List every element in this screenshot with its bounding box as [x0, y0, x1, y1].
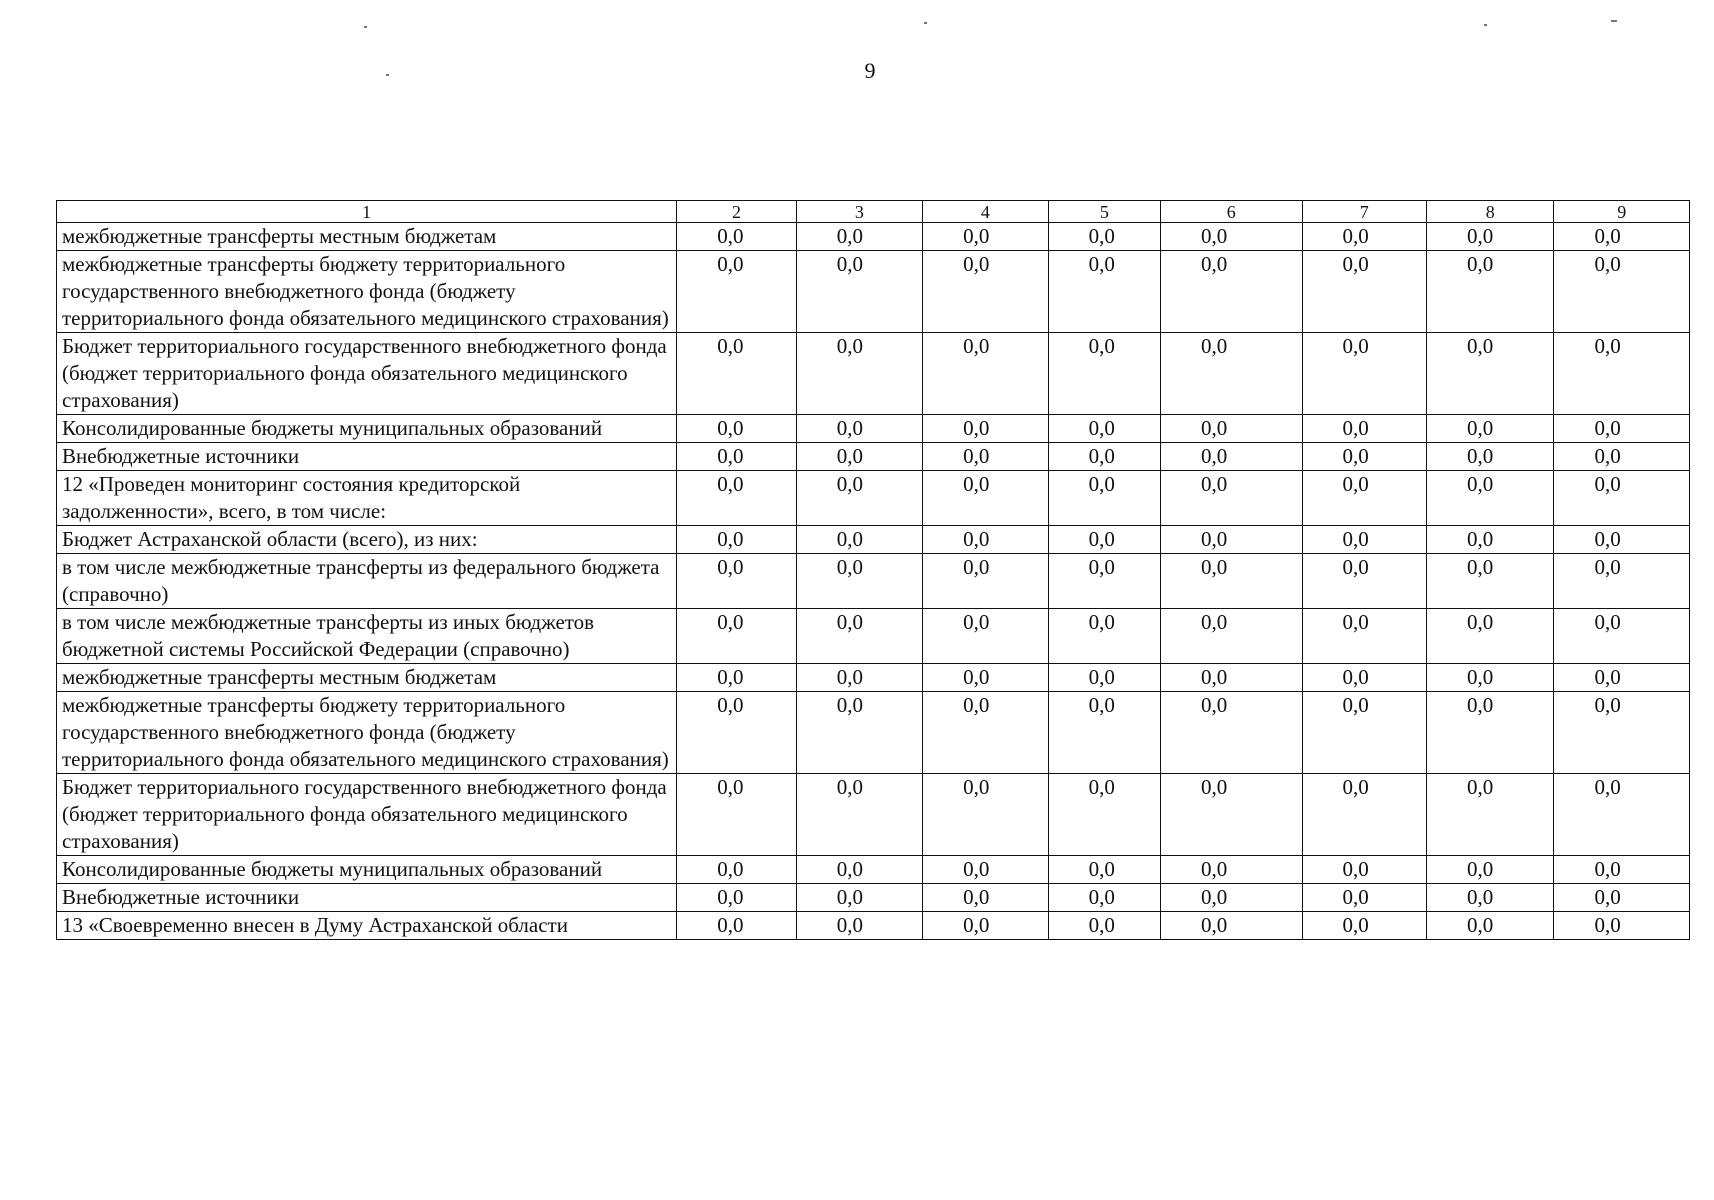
- value-cell: 0,0: [1161, 223, 1303, 251]
- value-cell: 0,0: [1426, 856, 1553, 884]
- value-cell: 0,0: [796, 471, 922, 526]
- value-cell: 0,0: [796, 443, 922, 471]
- row-label: в том числе межбюджетные трансферты из федерального бюджета (справочно): [57, 554, 677, 609]
- value-cell: 0,0: [1161, 609, 1303, 664]
- column-header: 4: [923, 201, 1048, 223]
- value-cell: 0,0: [1161, 912, 1303, 940]
- table-row: [57, 664, 1690, 692]
- value-cell: 0,0: [1048, 251, 1160, 333]
- value-cell: 0,0: [1426, 664, 1553, 692]
- value-cell: 0,0: [1426, 223, 1553, 251]
- value-cell: 0,0: [1554, 443, 1690, 471]
- table-row: [57, 471, 1690, 526]
- value-cell: 0,0: [677, 692, 796, 774]
- value-cell: 0,0: [1554, 912, 1690, 940]
- table-row: [57, 526, 1690, 554]
- value-cell: 0,0: [1161, 415, 1303, 443]
- value-cell: 0,0: [1302, 554, 1426, 609]
- value-cell: 0,0: [677, 554, 796, 609]
- value-cell: 0,0: [1554, 664, 1690, 692]
- value-cell: 0,0: [1048, 884, 1160, 912]
- scan-speck: [1611, 20, 1617, 22]
- value-cell: 0,0: [1426, 774, 1553, 856]
- value-cell: 0,0: [1302, 774, 1426, 856]
- value-cell: 0,0: [1048, 774, 1160, 856]
- value-cell: 0,0: [1554, 526, 1690, 554]
- row-label: межбюджетные трансферты бюджету территориального государственного внебюджетного фонда (бюджету территориального фонда обязательного медицинского страхования): [57, 251, 677, 333]
- value-cell: 0,0: [1554, 333, 1690, 415]
- value-cell: 0,0: [796, 251, 922, 333]
- table-row: [57, 856, 1690, 884]
- table-row: [57, 692, 1690, 774]
- table-row: [57, 415, 1690, 443]
- row-label: Консолидированные бюджеты муниципальных образований: [57, 856, 677, 884]
- value-cell: 0,0: [1554, 884, 1690, 912]
- value-cell: 0,0: [1554, 223, 1690, 251]
- value-cell: 0,0: [1048, 664, 1160, 692]
- value-cell: 0,0: [796, 692, 922, 774]
- value-cell: 0,0: [1554, 415, 1690, 443]
- value-cell: 0,0: [677, 609, 796, 664]
- value-cell: 0,0: [1302, 884, 1426, 912]
- value-cell: 0,0: [1048, 856, 1160, 884]
- budget-table: [56, 200, 1690, 940]
- value-cell: 0,0: [677, 912, 796, 940]
- value-cell: 0,0: [796, 856, 922, 884]
- row-label: Бюджет территориального государственного внебюджетного фонда (бюджет территориального фонда обязательного медицинского страхования): [57, 333, 677, 415]
- value-cell: 0,0: [677, 415, 796, 443]
- value-cell: 0,0: [1426, 443, 1553, 471]
- table-row: [57, 251, 1690, 333]
- column-header: 3: [796, 201, 922, 223]
- value-cell: 0,0: [1426, 692, 1553, 774]
- row-label: Внебюджетные источники: [57, 443, 677, 471]
- value-cell: 0,0: [677, 333, 796, 415]
- value-cell: 0,0: [1161, 443, 1303, 471]
- value-cell: 0,0: [1426, 415, 1553, 443]
- value-cell: 0,0: [1302, 443, 1426, 471]
- value-cell: 0,0: [677, 774, 796, 856]
- value-cell: 0,0: [923, 526, 1048, 554]
- value-cell: 0,0: [1302, 251, 1426, 333]
- value-cell: 0,0: [1048, 471, 1160, 526]
- scan-speck: [1484, 24, 1487, 26]
- value-cell: 0,0: [1048, 609, 1160, 664]
- column-header: 8: [1426, 201, 1553, 223]
- value-cell: 0,0: [1161, 884, 1303, 912]
- value-cell: 0,0: [796, 774, 922, 856]
- value-cell: 0,0: [923, 609, 1048, 664]
- value-cell: 0,0: [923, 415, 1048, 443]
- value-cell: 0,0: [677, 471, 796, 526]
- value-cell: 0,0: [923, 223, 1048, 251]
- value-cell: 0,0: [1048, 554, 1160, 609]
- row-label: Бюджет территориального государственного внебюджетного фонда (бюджет территориального фонда обязательного медицинского страхования): [57, 774, 677, 856]
- value-cell: 0,0: [1161, 251, 1303, 333]
- row-label: в том числе межбюджетные трансферты из иных бюджетов бюджетной системы Российской Федерации (справочно): [57, 609, 677, 664]
- value-cell: 0,0: [1426, 554, 1553, 609]
- value-cell: 0,0: [1048, 415, 1160, 443]
- value-cell: 0,0: [923, 692, 1048, 774]
- value-cell: 0,0: [1048, 526, 1160, 554]
- column-header: 7: [1302, 201, 1426, 223]
- value-cell: 0,0: [796, 884, 922, 912]
- value-cell: 0,0: [677, 884, 796, 912]
- value-cell: 0,0: [796, 609, 922, 664]
- value-cell: 0,0: [1302, 912, 1426, 940]
- value-cell: 0,0: [796, 912, 922, 940]
- value-cell: 0,0: [923, 912, 1048, 940]
- table-row: [57, 774, 1690, 856]
- value-cell: 0,0: [1426, 884, 1553, 912]
- value-cell: 0,0: [796, 333, 922, 415]
- value-cell: 0,0: [1302, 333, 1426, 415]
- table-row: [57, 884, 1690, 912]
- value-cell: 0,0: [1161, 856, 1303, 884]
- value-cell: 0,0: [677, 251, 796, 333]
- value-cell: 0,0: [1554, 692, 1690, 774]
- row-label: Внебюджетные источники: [57, 884, 677, 912]
- value-cell: 0,0: [1426, 912, 1553, 940]
- column-header: 6: [1161, 201, 1303, 223]
- column-header: 2: [677, 201, 796, 223]
- value-cell: 0,0: [1554, 471, 1690, 526]
- value-cell: 0,0: [677, 223, 796, 251]
- scan-speck: [924, 22, 927, 24]
- value-cell: 0,0: [1161, 774, 1303, 856]
- header-row: [57, 201, 1690, 223]
- value-cell: 0,0: [923, 443, 1048, 471]
- table-row: [57, 223, 1690, 251]
- value-cell: 0,0: [923, 471, 1048, 526]
- value-cell: 0,0: [1426, 333, 1553, 415]
- value-cell: 0,0: [1302, 609, 1426, 664]
- value-cell: 0,0: [1048, 912, 1160, 940]
- value-cell: 0,0: [1554, 554, 1690, 609]
- value-cell: 0,0: [1302, 415, 1426, 443]
- value-cell: 0,0: [1302, 471, 1426, 526]
- value-cell: 0,0: [1302, 664, 1426, 692]
- value-cell: 0,0: [923, 856, 1048, 884]
- value-cell: 0,0: [1048, 223, 1160, 251]
- value-cell: 0,0: [923, 884, 1048, 912]
- table-row: [57, 443, 1690, 471]
- value-cell: 0,0: [796, 223, 922, 251]
- table-row: [57, 912, 1690, 940]
- value-cell: 0,0: [1554, 609, 1690, 664]
- value-cell: 0,0: [1426, 251, 1553, 333]
- value-cell: 0,0: [796, 664, 922, 692]
- table-row: [57, 609, 1690, 664]
- value-cell: 0,0: [1554, 251, 1690, 333]
- value-cell: 0,0: [1161, 692, 1303, 774]
- value-cell: 0,0: [1302, 692, 1426, 774]
- row-label: межбюджетные трансферты местным бюджетам: [57, 223, 677, 251]
- budget-table-container: [56, 200, 1690, 940]
- value-cell: 0,0: [796, 554, 922, 609]
- value-cell: 0,0: [1161, 471, 1303, 526]
- value-cell: 0,0: [923, 664, 1048, 692]
- row-label: 13 «Своевременно внесен в Думу Астраханской области: [57, 912, 677, 940]
- value-cell: 0,0: [1161, 526, 1303, 554]
- row-label: межбюджетные трансферты бюджету территориального государственного внебюджетного фонда (бюджету территориального фонда обязательного медицинского страхования): [57, 692, 677, 774]
- value-cell: 0,0: [1302, 526, 1426, 554]
- column-header: 9: [1554, 201, 1690, 223]
- column-header: 5: [1048, 201, 1160, 223]
- value-cell: 0,0: [923, 774, 1048, 856]
- row-label: межбюджетные трансферты местным бюджетам: [57, 664, 677, 692]
- value-cell: 0,0: [677, 664, 796, 692]
- value-cell: 0,0: [796, 526, 922, 554]
- value-cell: 0,0: [923, 333, 1048, 415]
- column-header: 1: [57, 201, 677, 223]
- table-body: [57, 223, 1690, 940]
- value-cell: 0,0: [1048, 333, 1160, 415]
- value-cell: 0,0: [1302, 223, 1426, 251]
- value-cell: 0,0: [1048, 443, 1160, 471]
- value-cell: 0,0: [1426, 471, 1553, 526]
- value-cell: 0,0: [923, 251, 1048, 333]
- table-row: [57, 333, 1690, 415]
- value-cell: 0,0: [1554, 856, 1690, 884]
- row-label: Консолидированные бюджеты муниципальных образований: [57, 415, 677, 443]
- value-cell: 0,0: [677, 856, 796, 884]
- page-number: 9: [864, 58, 876, 83]
- value-cell: 0,0: [796, 415, 922, 443]
- row-label: 12 «Проведен мониторинг состояния кредиторской задолженности», всего, в том числе:: [57, 471, 677, 526]
- value-cell: 0,0: [1302, 856, 1426, 884]
- value-cell: 0,0: [677, 443, 796, 471]
- value-cell: 0,0: [1426, 609, 1553, 664]
- value-cell: 0,0: [1426, 526, 1553, 554]
- value-cell: 0,0: [677, 526, 796, 554]
- value-cell: 0,0: [1554, 774, 1690, 856]
- value-cell: 0,0: [1161, 333, 1303, 415]
- scan-speck: [364, 26, 367, 28]
- value-cell: 0,0: [923, 554, 1048, 609]
- value-cell: 0,0: [1161, 664, 1303, 692]
- table-row: [57, 554, 1690, 609]
- scan-speck: [386, 74, 389, 76]
- value-cell: 0,0: [1048, 692, 1160, 774]
- row-label: Бюджет Астраханской области (всего), из них:: [57, 526, 677, 554]
- value-cell: 0,0: [1161, 554, 1303, 609]
